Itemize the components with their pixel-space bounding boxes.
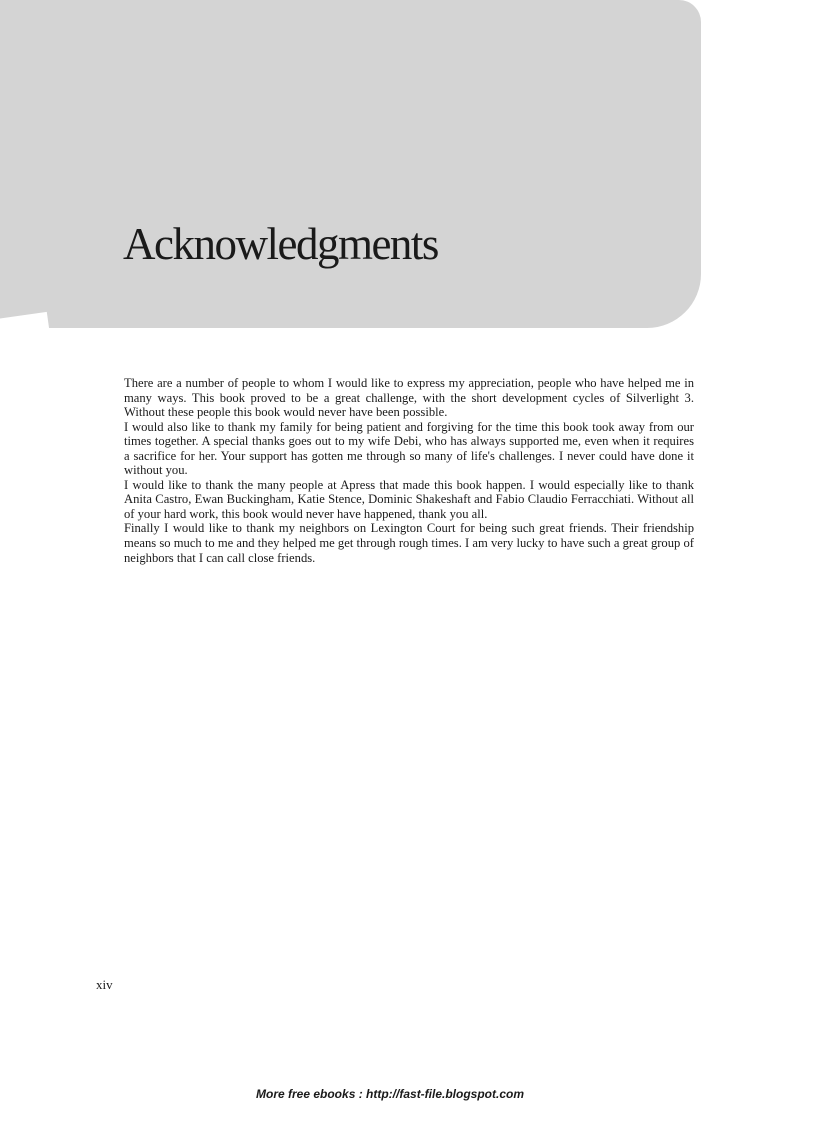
acknowledgments-body xyxy=(124,376,694,565)
chapter-header-panel xyxy=(0,0,701,328)
paragraph: I would also like to thank my family for being patient and forgiving for the time this book took away from our times together. A special thanks goes out to my wife Debi, who has always supported me, even when it requires a sacrifice for her. Your support has gotten me through so many of life's challenges. I never could have done it without you. xyxy=(124,419,694,478)
chapter-title: Acknowledgments xyxy=(123,219,438,269)
paragraph: There are a number of people to whom I would like to express my appreciation, people who have helped me in many ways. This book proved to be a great challenge, with the short development cycles of Silverlight 3. Without these people this book would never have been possible. xyxy=(124,376,694,420)
footer-link-text[interactable]: More free ebooks : http://fast-file.blogspot.com xyxy=(256,1087,525,1101)
paragraph: Finally I would like to thank my neighbors on Lexington Court for being such great friends. Their friendship means so much to me and they helped me get through rough times. I am very lucky to have such a great group of neighbors that I can call close friends. xyxy=(124,521,694,565)
paragraph: I would like to thank the many people at Apress that made this book happen. I would especially like to thank Anita Castro, Ewan Buckingham, Katie Stence, Dominic Shakeshaft and Fabio Claudio Ferracchiati. Without all of your hard work, this book would never have happened, thank you all. xyxy=(124,477,694,521)
page-number: xiv xyxy=(96,977,113,992)
